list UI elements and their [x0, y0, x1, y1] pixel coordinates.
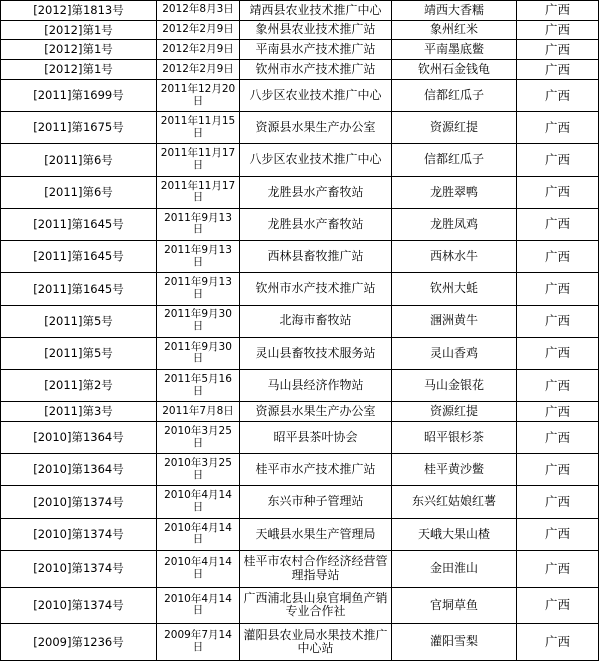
product-name-cell: 马山金银花: [392, 370, 517, 402]
table-row: [1, 241, 599, 273]
table-row: [1, 305, 599, 337]
applicant-org-cell: 钦州市水产技术推广站: [240, 60, 392, 80]
approval-number-cell: [2011]第1645号: [1, 241, 157, 273]
applicant-org-cell: 灌阳县农业局水果技术推广中心站: [240, 624, 392, 661]
province-cell: 广西: [517, 273, 599, 305]
approval-date-cell: 2010年3月25日: [157, 454, 240, 486]
province-cell: 广西: [517, 208, 599, 240]
product-name-cell: 涠洲黄牛: [392, 305, 517, 337]
approval-number-cell: [2010]第1364号: [1, 454, 157, 486]
approval-date-cell: 2011年9月13日: [157, 208, 240, 240]
approval-date-cell: 2011年9月13日: [157, 273, 240, 305]
table-row: [1, 60, 599, 80]
product-name-cell: 天峨大果山楂: [392, 518, 517, 550]
product-name-cell: 信都红瓜子: [392, 144, 517, 176]
applicant-org-cell: 资源县水果生产办公室: [240, 112, 392, 144]
approval-number-cell: [2010]第1374号: [1, 518, 157, 550]
approval-date-cell: 2011年9月30日: [157, 305, 240, 337]
table-row: [1, 402, 599, 422]
applicant-org-cell: 北海市畜牧站: [240, 305, 392, 337]
applicant-org-cell: 灵山县畜牧技术服务站: [240, 337, 392, 369]
product-name-cell: 资源红提: [392, 112, 517, 144]
approval-date-cell: 2011年12月20日: [157, 79, 240, 111]
province-cell: 广西: [517, 587, 599, 624]
approval-date-cell: 2011年9月30日: [157, 337, 240, 369]
product-name-cell: 官垌草鱼: [392, 587, 517, 624]
province-cell: 广西: [517, 370, 599, 402]
table-row: [1, 1, 599, 21]
applicant-org-cell: 钦州市水产技术推广站: [240, 273, 392, 305]
product-name-cell: 灵山香鸡: [392, 337, 517, 369]
approval-number-cell: [2011]第1645号: [1, 208, 157, 240]
approval-number-cell: [2012]第1号: [1, 20, 157, 40]
product-name-cell: 东兴红姑娘红薯: [392, 486, 517, 518]
approval-date-cell: 2011年9月13日: [157, 241, 240, 273]
province-cell: 广西: [517, 144, 599, 176]
table-row: [1, 40, 599, 60]
table-row: [1, 550, 599, 587]
table-row: [1, 587, 599, 624]
province-cell: 广西: [517, 79, 599, 111]
product-name-cell: 桂平黄沙鳖: [392, 454, 517, 486]
approval-date-cell: 2012年2月9日: [157, 60, 240, 80]
province-cell: 广西: [517, 20, 599, 40]
product-name-cell: 信都红瓜子: [392, 79, 517, 111]
approval-date-cell: 2011年7月8日: [157, 402, 240, 422]
province-cell: 广西: [517, 454, 599, 486]
table-row: [1, 337, 599, 369]
approval-number-cell: [2011]第5号: [1, 305, 157, 337]
approval-number-cell: [2011]第6号: [1, 144, 157, 176]
table-row: [1, 486, 599, 518]
province-cell: 广西: [517, 241, 599, 273]
registry-table-body: [1, 1, 599, 661]
approval-number-cell: [2010]第1374号: [1, 486, 157, 518]
table-row: [1, 370, 599, 402]
applicant-org-cell: 天峨县水果生产管理局: [240, 518, 392, 550]
approval-date-cell: 2010年4月14日: [157, 550, 240, 587]
province-cell: 广西: [517, 112, 599, 144]
province-cell: 广西: [517, 176, 599, 208]
applicant-org-cell: 八步区农业技术推广中心: [240, 79, 392, 111]
product-name-cell: 平南墨底鳖: [392, 40, 517, 60]
applicant-org-cell: 桂平市农村合作经济经营管理指导站: [240, 550, 392, 587]
product-name-cell: 龙胜凤鸡: [392, 208, 517, 240]
approval-date-cell: 2010年4月14日: [157, 518, 240, 550]
applicant-org-cell: 平南县水产技术推广站: [240, 40, 392, 60]
approval-date-cell: 2011年11月15日: [157, 112, 240, 144]
applicant-org-cell: 东兴市种子管理站: [240, 486, 392, 518]
province-cell: 广西: [517, 337, 599, 369]
approval-date-cell: 2012年2月9日: [157, 20, 240, 40]
approval-number-cell: [2011]第2号: [1, 370, 157, 402]
approval-date-cell: 2011年11月17日: [157, 144, 240, 176]
approval-number-cell: [2012]第1813号: [1, 1, 157, 21]
province-cell: 广西: [517, 1, 599, 21]
province-cell: 广西: [517, 422, 599, 454]
applicant-org-cell: 靖西县农业技术推广中心: [240, 1, 392, 21]
applicant-org-cell: 龙胜县水产畜牧站: [240, 176, 392, 208]
product-name-cell: 龙胜翠鸭: [392, 176, 517, 208]
approval-number-cell: [2011]第1675号: [1, 112, 157, 144]
province-cell: 广西: [517, 60, 599, 80]
approval-date-cell: 2011年11月17日: [157, 176, 240, 208]
table-row: [1, 20, 599, 40]
table-row: [1, 518, 599, 550]
approval-number-cell: [2011]第6号: [1, 176, 157, 208]
approval-number-cell: [2010]第1374号: [1, 550, 157, 587]
product-name-cell: 象州红米: [392, 20, 517, 40]
product-name-cell: 金田淮山: [392, 550, 517, 587]
applicant-org-cell: 昭平县茶叶协会: [240, 422, 392, 454]
approval-date-cell: 2012年8月3日: [157, 1, 240, 21]
applicant-org-cell: 西林县畜牧推广站: [240, 241, 392, 273]
product-name-cell: 西林水牛: [392, 241, 517, 273]
table-row: [1, 422, 599, 454]
table-row: [1, 454, 599, 486]
approval-number-cell: [2010]第1374号: [1, 587, 157, 624]
province-cell: 广西: [517, 550, 599, 587]
approval-number-cell: [2012]第1号: [1, 60, 157, 80]
approval-number-cell: [2010]第1364号: [1, 422, 157, 454]
approval-number-cell: [2011]第1645号: [1, 273, 157, 305]
approval-number-cell: [2012]第1号: [1, 40, 157, 60]
approval-number-cell: [2009]第1236号: [1, 624, 157, 661]
table-row: [1, 176, 599, 208]
table-row: [1, 79, 599, 111]
product-name-cell: 资源红提: [392, 402, 517, 422]
table-row: [1, 273, 599, 305]
applicant-org-cell: 广西浦北县山泉官垌鱼产销专业合作社: [240, 587, 392, 624]
approval-date-cell: 2012年2月9日: [157, 40, 240, 60]
product-name-cell: 靖西大香糯: [392, 1, 517, 21]
province-cell: 广西: [517, 624, 599, 661]
province-cell: 广西: [517, 486, 599, 518]
table-row: [1, 208, 599, 240]
table-row: [1, 624, 599, 661]
product-name-cell: 昭平银杉茶: [392, 422, 517, 454]
province-cell: 广西: [517, 40, 599, 60]
approval-date-cell: 2011年5月16日: [157, 370, 240, 402]
applicant-org-cell: 龙胜县水产畜牧站: [240, 208, 392, 240]
product-name-cell: 钦州大蚝: [392, 273, 517, 305]
applicant-org-cell: 八步区农业技术推广中心: [240, 144, 392, 176]
approval-number-cell: [2011]第3号: [1, 402, 157, 422]
approval-date-cell: 2010年3月25日: [157, 422, 240, 454]
approval-number-cell: [2011]第5号: [1, 337, 157, 369]
approval-date-cell: 2009年7月14日: [157, 624, 240, 661]
applicant-org-cell: 资源县水果生产办公室: [240, 402, 392, 422]
province-cell: 广西: [517, 402, 599, 422]
product-name-cell: 灌阳雪梨: [392, 624, 517, 661]
approval-number-cell: [2011]第1699号: [1, 79, 157, 111]
province-cell: 广西: [517, 518, 599, 550]
table-row: [1, 144, 599, 176]
product-name-cell: 钦州石金钱龟: [392, 60, 517, 80]
applicant-org-cell: 马山县经济作物站: [240, 370, 392, 402]
province-cell: 广西: [517, 305, 599, 337]
approval-date-cell: 2010年4月14日: [157, 587, 240, 624]
applicant-org-cell: 桂平市水产技术推广站: [240, 454, 392, 486]
table-row: [1, 112, 599, 144]
applicant-org-cell: 象州县农业技术推广站: [240, 20, 392, 40]
approval-date-cell: 2010年4月14日: [157, 486, 240, 518]
